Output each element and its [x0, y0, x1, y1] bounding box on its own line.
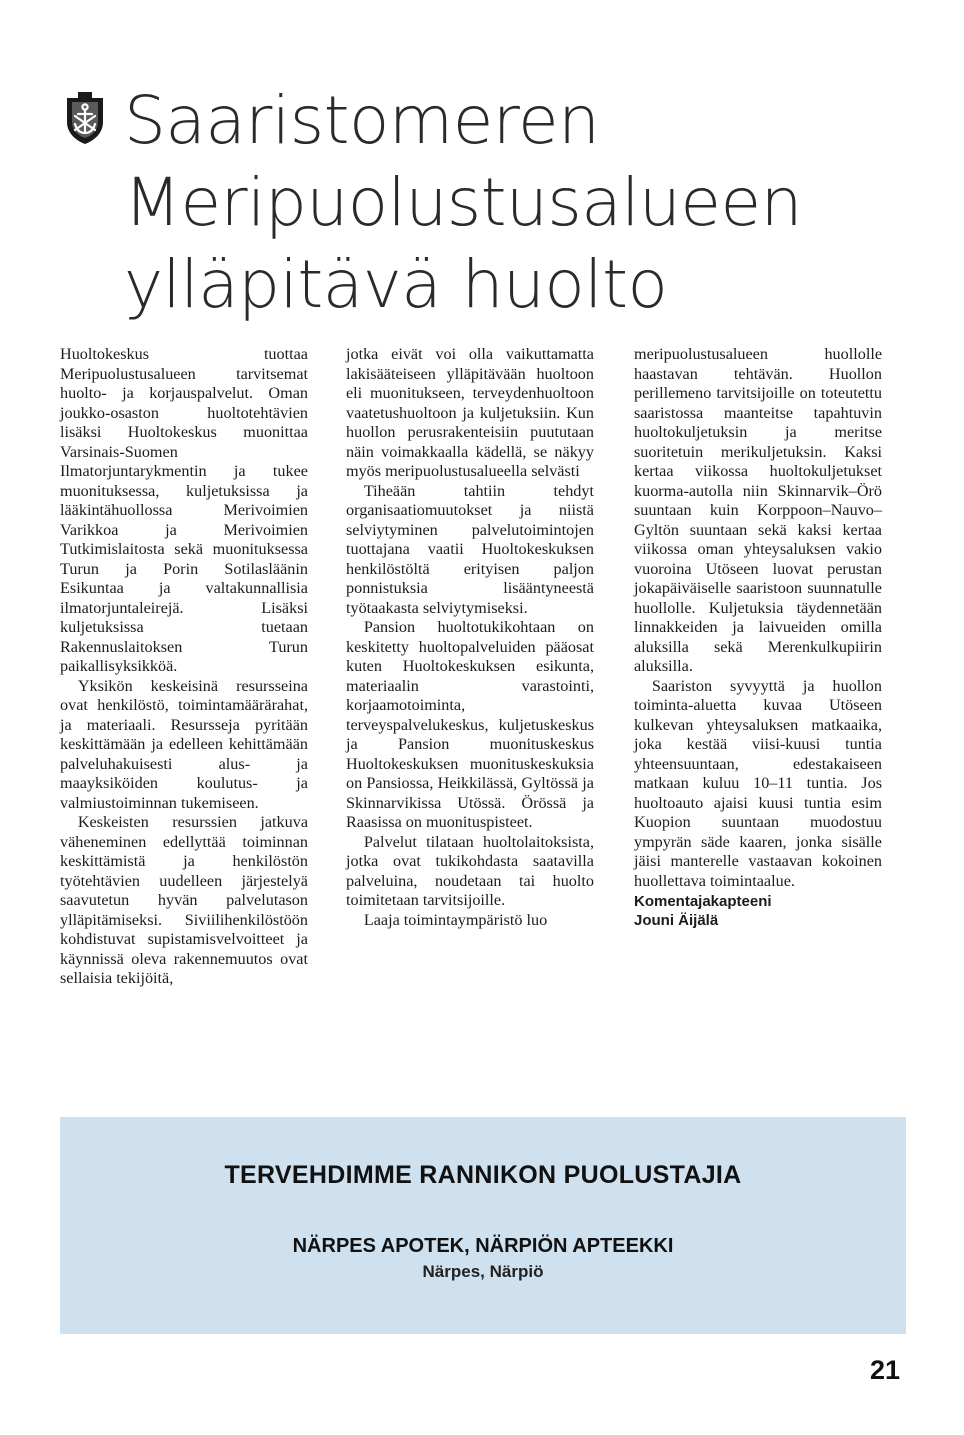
ad-location: Närpes, Närpiö [422, 1262, 544, 1281]
title-line: ylläpitävä huolto [124, 246, 668, 323]
title-line: Meripuolustusalueen [124, 164, 802, 241]
author-title: Komentajakapteeni [634, 893, 772, 910]
article-column-1 [60, 345, 308, 989]
paragraph: Keskeisten resurssien jatkuva väheneminen edellyttää toiminnan keskittämistä ja henkilöstön työtehtävien uudelleen järjestelyä saavutetun hyvän palvelutason ylläpitämiseksi. Siviilihenkilöstöön kohdistuvat supistamisvelvoitteet ja käynnissä oleva rakennemuutos ovat sellaisia tekijöitä, [60, 813, 308, 987]
author-name: Jouni Äijälä [634, 912, 719, 929]
paragraph: Tiheään tahtiin tehdyt organisaatiomuutokset ja niistä selviytyminen palvelutoimintojen tuottajana vaatii Huoltokeskuksen henkilöstöltä erityisen paljon ponnistuksia lisääntyneestä työtaakasta selviytymiseksi. [346, 481, 594, 617]
paragraph: meripuolustusalueen huollolle haastavan tehtävän. Huollon perillemeno tarvitsijoille on toteutettu saaristossa maanteitse tapahtuvin huoltokuljetuksin ja meritse suoritetuin merikuljetuksin. Kaksi kertaa viikossa huoltokuljetukset kuorma-autolla niin Skinnarvik–Örö suuntaan kuin Korppoon–Nauvo–Gyltön suuntaan sekä kaksi kertaa viikossa oman yhteysaluksen vakio vuoroina Utöseen luovat perustan jokapäiväiselle saaristoon suunnatulle huollolle. Kuljetuksia täydennetään linnakkeiden ja laivueiden omilla aluksilla sekä Merenkulkupiirin aluksilla. [634, 345, 882, 675]
paragraph: Pansion huoltotukikohtaan on keskitetty huoltopalveluiden pääosat kuten Huoltokeskuksen esikunta, materiaalin varastointi, korjaamotoiminta, terveyspalvelukeskus, kuljetuskeskus ja Pansion muonituskeskus Huoltokeskuksen muonituskeskuksia on Pansiossa, Heikkilässä, Gyltössä ja Skinnarvikissa Utössä. Örössä ja Raasissa on muonituspisteet. [346, 618, 594, 831]
paragraph: jotka eivät voi olla vaikuttamatta lakisääteiseen ylläpitävään huoltoon eli muonitukseen, terveydenhuoltoon vaatetushuoltoon ja kuljetuksiin. Kun huollon perusrakenteisiin puututaan näin voimakkaalla kädellä, se näkyy myös meripuolustusalueella selvästi [346, 345, 594, 480]
title-line: Saaristomeren [124, 82, 600, 159]
paragraph: Yksikön keskeisinä resursseina ovat henkilöstö, toimintamäärärahat, ja materiaali. Resursseja pyritään keskittämään ja edelleen kehittämään palveluhakuisesti alus- ja maayksiköiden koulutus- ja valmiustoiminnan tukemiseen. [60, 676, 308, 812]
author-signature [634, 892, 882, 930]
paragraph: Saariston syvyyttä ja huollon toiminta-aluetta kuvaa Utöseen kulkevan yhteysaluksen matkaaika, joka kestää viisi-kuusi tuntia yhteensuuntaan, edestakaiseen matkaan kuluu 10–11 tuntia. Jos huoltoauto ajaisi kuusi tuntia esim Kuopion suuntaan muodostuu ympyrän säde kaaren, jonka sisälle jäisi manterelle vastaavan kokoinen huollettava toimintaalue. [634, 676, 882, 890]
article-column-2 [346, 345, 594, 930]
naval-emblem-icon [63, 92, 107, 146]
article-column-3 [634, 345, 882, 930]
advertisement-box [60, 1117, 906, 1334]
paragraph: Palvelut tilataan huoltolaitoksista, jotka ovat tukikohdasta saatavilla palveluina, noudetaan tai huolto toimitetaan tarvitsijoille. [346, 832, 594, 909]
ad-heading: TERVEHDIMME RANNIKON PUOLUSTAJIA [224, 1161, 742, 1189]
paragraph: Huoltokeskus tuottaa Meripuolustusalueen tarvitsemat huolto- ja korjauspalvelut. Oman joukko-osaston huoltotehtävien lisäksi Huoltokeskus muonittaa Varsinais-Suomen Ilmatorjuntarykmentin ja tukee muonituksessa, kuljetuksissa ja lääkintähuollossa Merivoimien Varikkoa ja Merivoimien Tutkimislaitosta sekä muonituksessa Turun ja Porin Sotilasläänin Esikuntaa ja valtakunnallisia ilmatorjuntaleirejä. Lisäksi kuljetuksissa tuetaan Rakennuslaitoksen Turun paikallisyksikköä. [60, 345, 308, 675]
paragraph: Laaja toimintaympäristö luo [363, 910, 548, 929]
article-title [124, 80, 802, 326]
ad-business-name: NÄRPES APOTEK, NÄRPIÖN APTEEKKI [292, 1235, 674, 1257]
page-number: 21 [869, 1355, 900, 1385]
